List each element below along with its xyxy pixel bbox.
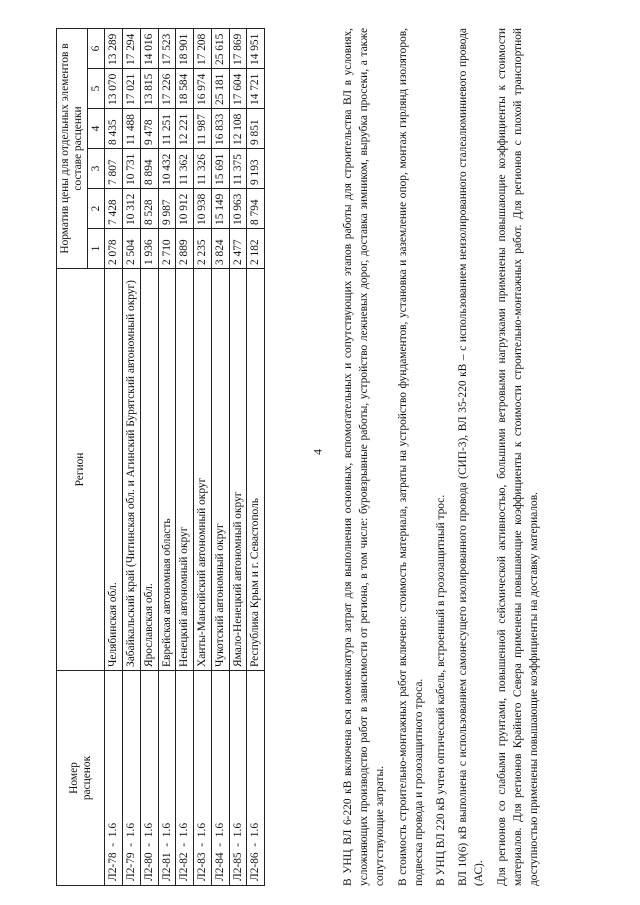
row-value-5: 14 721 [247, 69, 265, 109]
row-value-1: 2 889 [176, 229, 194, 269]
row-value-1: 2 078 [105, 229, 123, 269]
row-value-6: 25 615 [211, 29, 229, 69]
row-value-4: 11 987 [194, 109, 212, 149]
header-region: Регион [57, 269, 105, 671]
row-code: Л2-84 - 1.6 [211, 671, 229, 886]
row-value-3: 15 691 [211, 149, 229, 189]
note-paragraph: В УНЦ ВЛ 6-220 кВ включена вся номенклатура затрат для выполнения основных, вспомогательных и сопутствующих этапов работы для строительства ВЛ в условиях, усложняющих производство работ в зависимости от региона, в том числе: буровзрывные работы, устройство лежневых дорог, доставка зимником, вырубка просеки, а также сопутствующие затраты. [342, 28, 387, 886]
table-row [194, 29, 212, 886]
row-region: Еврейская автономная область [158, 269, 176, 671]
note-paragraph: ВЛ 10(6) кВ выполнена с использованием самонесущего изолированного провода (СИП-3), ВЛ 35-220 кВ – с использованием неизолированного сталеалюминиевого провода (АС). [457, 28, 486, 886]
row-value-5: 25 181 [211, 69, 229, 109]
row-code: Л2-81 - 1.6 [158, 671, 176, 886]
row-value-2: 15 149 [211, 189, 229, 229]
header-col-3: 3 [87, 149, 105, 189]
table-row [158, 29, 176, 886]
header-col-2: 2 [87, 189, 105, 229]
row-region: Чукотский автономный округ [211, 269, 229, 671]
row-value-5: 16 974 [194, 69, 212, 109]
row-value-2: 8 528 [140, 189, 158, 229]
row-value-5: 17 604 [229, 69, 247, 109]
row-value-3: 8 894 [140, 149, 158, 189]
row-value-2: 10 912 [176, 189, 194, 229]
row-value-1: 1 936 [140, 229, 158, 269]
price-table [56, 28, 265, 886]
row-region: Ненецкий автономный округ [176, 269, 194, 671]
row-code: Л2-85 - 1.6 [229, 671, 247, 886]
row-value-6: 14 951 [247, 29, 265, 69]
row-region: Ханты-Мансийский автономный округ [194, 269, 212, 671]
row-region: Челябинская обл. [105, 269, 123, 671]
table-row [123, 29, 141, 886]
row-value-3: 10 432 [158, 149, 176, 189]
row-value-4: 11 488 [123, 109, 141, 149]
row-value-4: 9 478 [140, 109, 158, 149]
row-region: Ямало-Ненецкий автономный округ [229, 269, 247, 671]
header-col-4: 4 [87, 109, 105, 149]
row-value-4: 11 251 [158, 109, 176, 149]
row-value-5: 13 070 [105, 69, 123, 109]
row-value-3: 9 193 [247, 149, 265, 189]
header-code: Номер расценок [57, 671, 105, 886]
header-col-5: 5 [87, 69, 105, 109]
row-code: Л2-82 - 1.6 [176, 671, 194, 886]
row-value-4: 16 833 [211, 109, 229, 149]
page-number: 4 [310, 449, 325, 455]
row-value-3: 11 375 [229, 149, 247, 189]
row-value-3: 11 326 [194, 149, 212, 189]
row-value-3: 11 362 [176, 149, 194, 189]
row-code: Л2-79 - 1.6 [123, 671, 141, 886]
table-row [105, 29, 123, 886]
row-value-1: 2 235 [194, 229, 212, 269]
rotated-page-content [48, 14, 608, 894]
row-value-6: 13 289 [105, 29, 123, 69]
note-paragraph: В стоимость строительно-монтажных работ включено: стоимость материала, затраты на устройство фундаментов, установка и заземление опор, монтаж гирлянд изоляторов, подвеска провода и грозозащитного троса. [396, 28, 425, 886]
row-value-1: 2 182 [247, 229, 265, 269]
header-col-1: 1 [87, 229, 105, 269]
row-value-2: 10 963 [229, 189, 247, 229]
row-code: Л2-83 - 1.6 [194, 671, 212, 886]
table-row [140, 29, 158, 886]
row-value-5: 13 815 [140, 69, 158, 109]
row-value-4: 9 851 [247, 109, 265, 149]
table-header-row [57, 29, 88, 886]
row-value-3: 7 807 [105, 149, 123, 189]
note-paragraph: Для регионов со слабыми грунтами, повышенной сейсмической активностью, большими ветровыми нагрузками применены повышающие коэффициенты к стоимости материалов. Для регионов Крайнего Севера применены повышающие коэффициенты к стоимости строительно-монтажных работ. Для регионов с плохой транспортной доступностью применены повышающие коэффициенты на доставку материалов. [495, 28, 540, 886]
row-value-6: 17 208 [194, 29, 212, 69]
row-value-6: 17 523 [158, 29, 176, 69]
row-value-1: 3 824 [211, 229, 229, 269]
table-row [247, 29, 265, 886]
header-col-6: 6 [87, 29, 105, 69]
row-value-6: 18 901 [176, 29, 194, 69]
table-body [105, 29, 265, 886]
row-code: Л2-80 - 1.6 [140, 671, 158, 886]
row-region: Ярославская обл. [140, 269, 158, 671]
row-value-6: 14 016 [140, 29, 158, 69]
header-group: Норматив цены для отдельных элементов в составе расценки [57, 29, 88, 269]
row-value-2: 9 987 [158, 189, 176, 229]
row-value-2: 10 938 [194, 189, 212, 229]
row-value-2: 10 312 [123, 189, 141, 229]
row-region: Республика Крым и г. Севастополь [247, 269, 265, 671]
row-value-5: 17 226 [158, 69, 176, 109]
note-paragraph: В УНЦ ВЛ 220 кВ учтен оптический кабель, встроенный в грозозащитный трос. [434, 494, 447, 886]
row-value-1: 2 710 [158, 229, 176, 269]
row-value-1: 2 477 [229, 229, 247, 269]
row-code: Л2-86 - 1.6 [247, 671, 265, 886]
row-value-3: 10 731 [123, 149, 141, 189]
table-row [176, 29, 194, 886]
row-value-2: 7 428 [105, 189, 123, 229]
row-code: Л2-78 - 1.6 [105, 671, 123, 886]
table-row [211, 29, 229, 886]
notes [340, 28, 548, 886]
row-value-6: 17 294 [123, 29, 141, 69]
row-value-4: 8 435 [105, 109, 123, 149]
row-value-5: 17 021 [123, 69, 141, 109]
row-value-5: 18 584 [176, 69, 194, 109]
row-value-4: 12 221 [176, 109, 194, 149]
row-region: Забайкальский край (Читинская обл. и Агинский Бурятский автономный округ) [123, 269, 141, 671]
row-value-2: 8 794 [247, 189, 265, 229]
row-value-4: 12 108 [229, 109, 247, 149]
table-row [229, 29, 247, 886]
row-value-1: 2 504 [123, 229, 141, 269]
row-value-6: 17 869 [229, 29, 247, 69]
